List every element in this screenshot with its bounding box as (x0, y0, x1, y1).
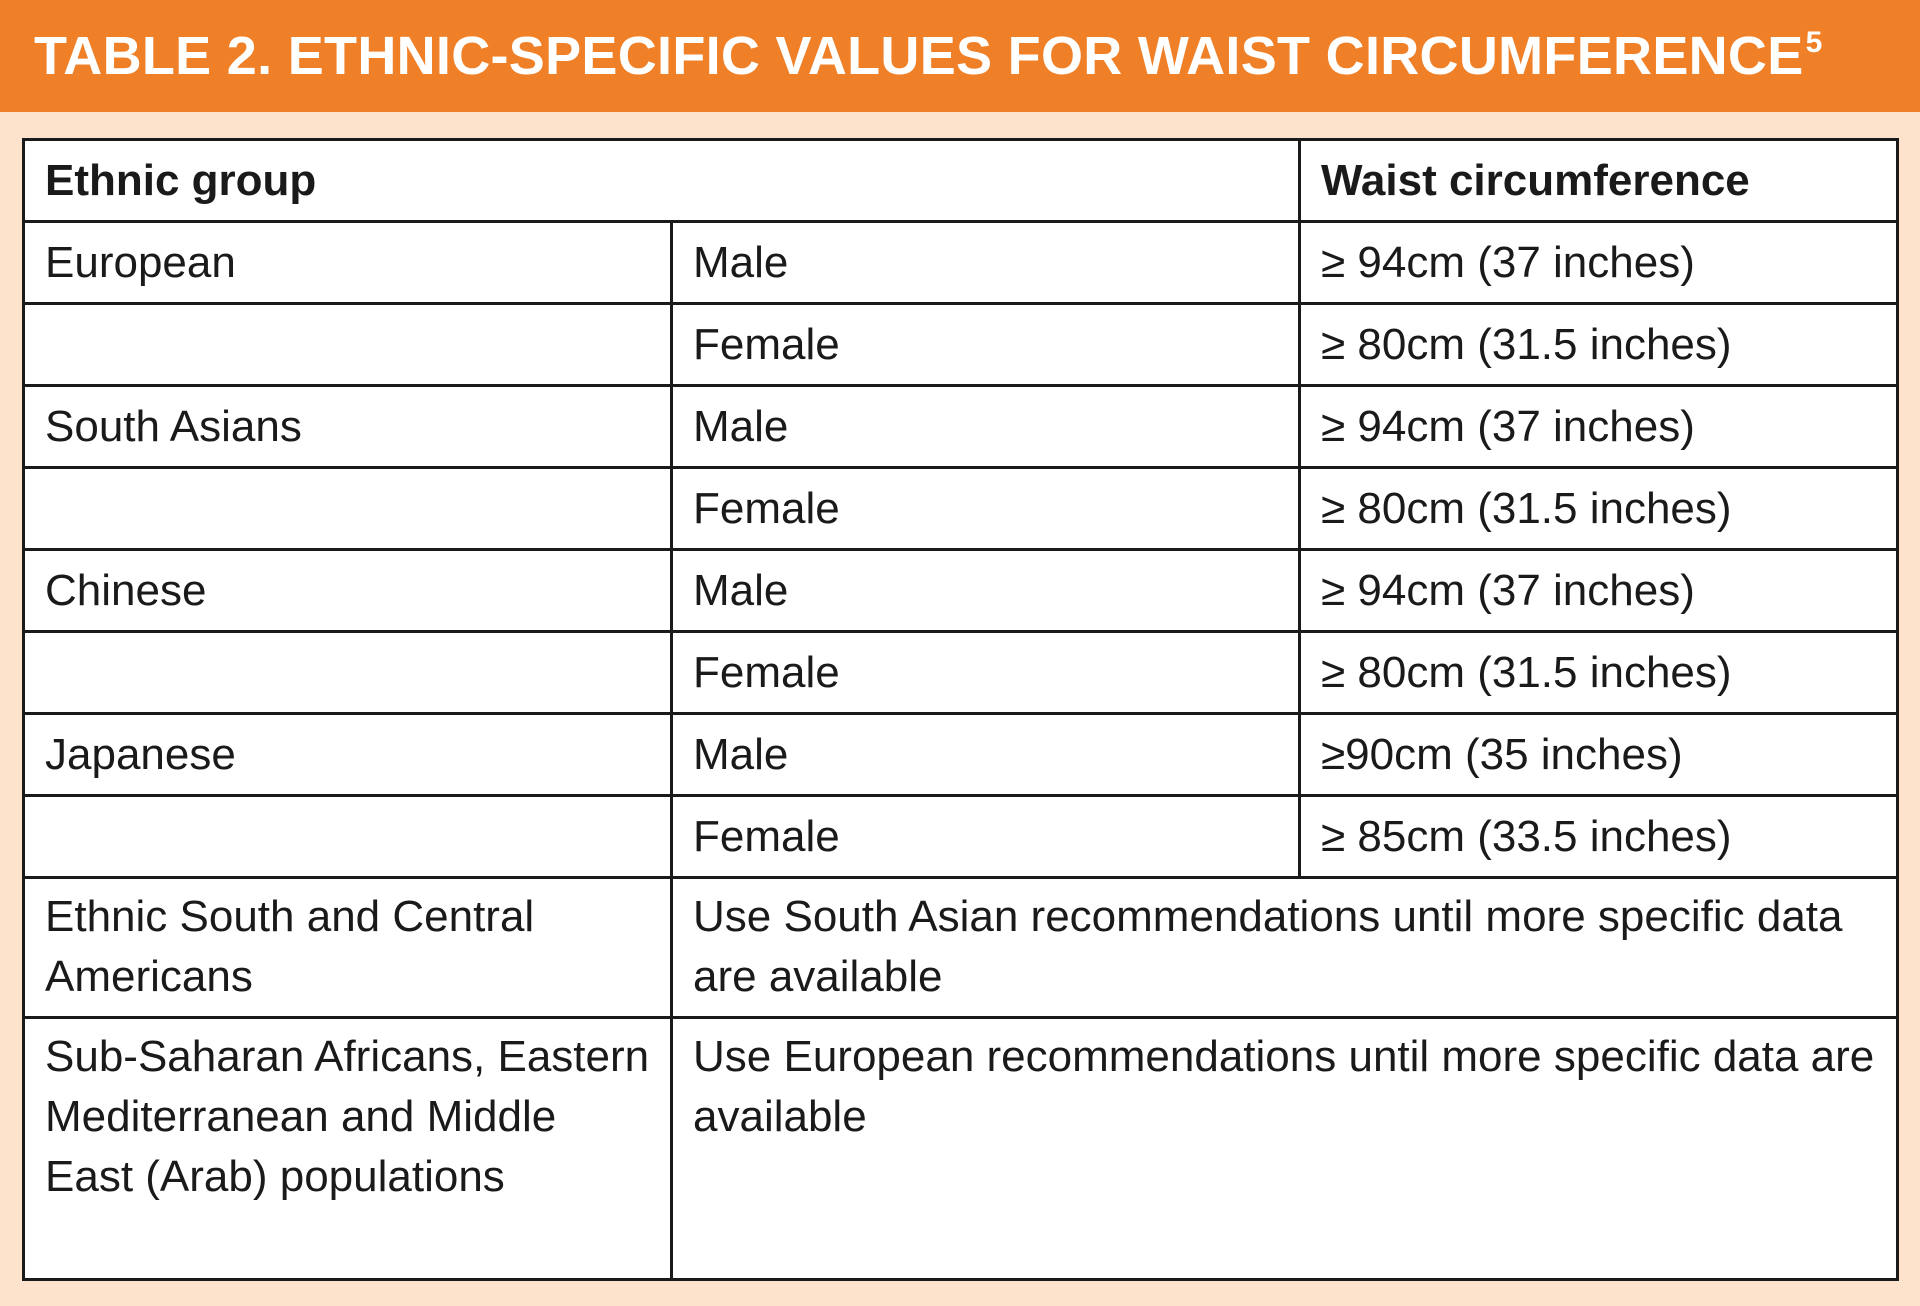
table-row (24, 304, 1898, 386)
cell-waist-value: ≥ 80cm (31.5 inches) (1300, 468, 1898, 550)
table-title (34, 25, 1823, 87)
cell-sex: Male (672, 386, 1300, 468)
cell-ethnic-group: Sub-Saharan Africans, Eastern Mediterranean and Middle East (Arab) populations (24, 1018, 672, 1280)
table-row (24, 222, 1898, 304)
table-row (24, 550, 1898, 632)
data-table (22, 138, 1899, 1281)
cell-ethnic-group: South Asians (24, 386, 672, 468)
table-row (24, 468, 1898, 550)
header-ethnic-group: Ethnic group (24, 140, 1300, 222)
cell-waist-value: ≥ 94cm (37 inches) (1300, 386, 1898, 468)
cell-recommendation: Use South Asian recommendations until more specific data are available (672, 878, 1898, 1018)
cell-waist-value: ≥ 85cm (33.5 inches) (1300, 796, 1898, 878)
cell-ethnic-group: Chinese (24, 550, 672, 632)
table-note-row (24, 1018, 1898, 1280)
cell-ethnic-group (24, 632, 672, 714)
table-header-row (24, 140, 1898, 222)
cell-sex: Male (672, 550, 1300, 632)
cell-recommendation: Use European recommendations until more specific data are available (672, 1018, 1898, 1280)
cell-ethnic-group (24, 796, 672, 878)
cell-sex: Male (672, 222, 1300, 304)
table-note-row (24, 878, 1898, 1018)
cell-ethnic-group (24, 468, 672, 550)
waist-circumference-table (22, 138, 1896, 1278)
cell-ethnic-group: European (24, 222, 672, 304)
cell-waist-value: ≥ 80cm (31.5 inches) (1300, 632, 1898, 714)
table-row (24, 386, 1898, 468)
cell-waist-value: ≥ 94cm (37 inches) (1300, 222, 1898, 304)
cell-sex: Male (672, 714, 1300, 796)
cell-ethnic-group: Ethnic South and Central Americans (24, 878, 672, 1018)
table-row (24, 714, 1898, 796)
cell-sex: Female (672, 796, 1300, 878)
cell-waist-value: ≥90cm (35 inches) (1300, 714, 1898, 796)
cell-sex: Female (672, 468, 1300, 550)
cell-waist-value: ≥ 94cm (37 inches) (1300, 550, 1898, 632)
cell-waist-value: ≥ 80cm (31.5 inches) (1300, 304, 1898, 386)
table-row (24, 796, 1898, 878)
cell-sex: Female (672, 632, 1300, 714)
cell-ethnic-group: Japanese (24, 714, 672, 796)
cell-sex: Female (672, 304, 1300, 386)
table-title-footnote-ref: 5 (1805, 26, 1823, 59)
table-title-bar (0, 0, 1920, 112)
header-waist-circumference: Waist circumference (1300, 140, 1898, 222)
cell-ethnic-group (24, 304, 672, 386)
table-row (24, 632, 1898, 714)
table-title-text: TABLE 2. ETHNIC-SPECIFIC VALUES FOR WAIST CIRCUMFERENCE (34, 26, 1804, 86)
